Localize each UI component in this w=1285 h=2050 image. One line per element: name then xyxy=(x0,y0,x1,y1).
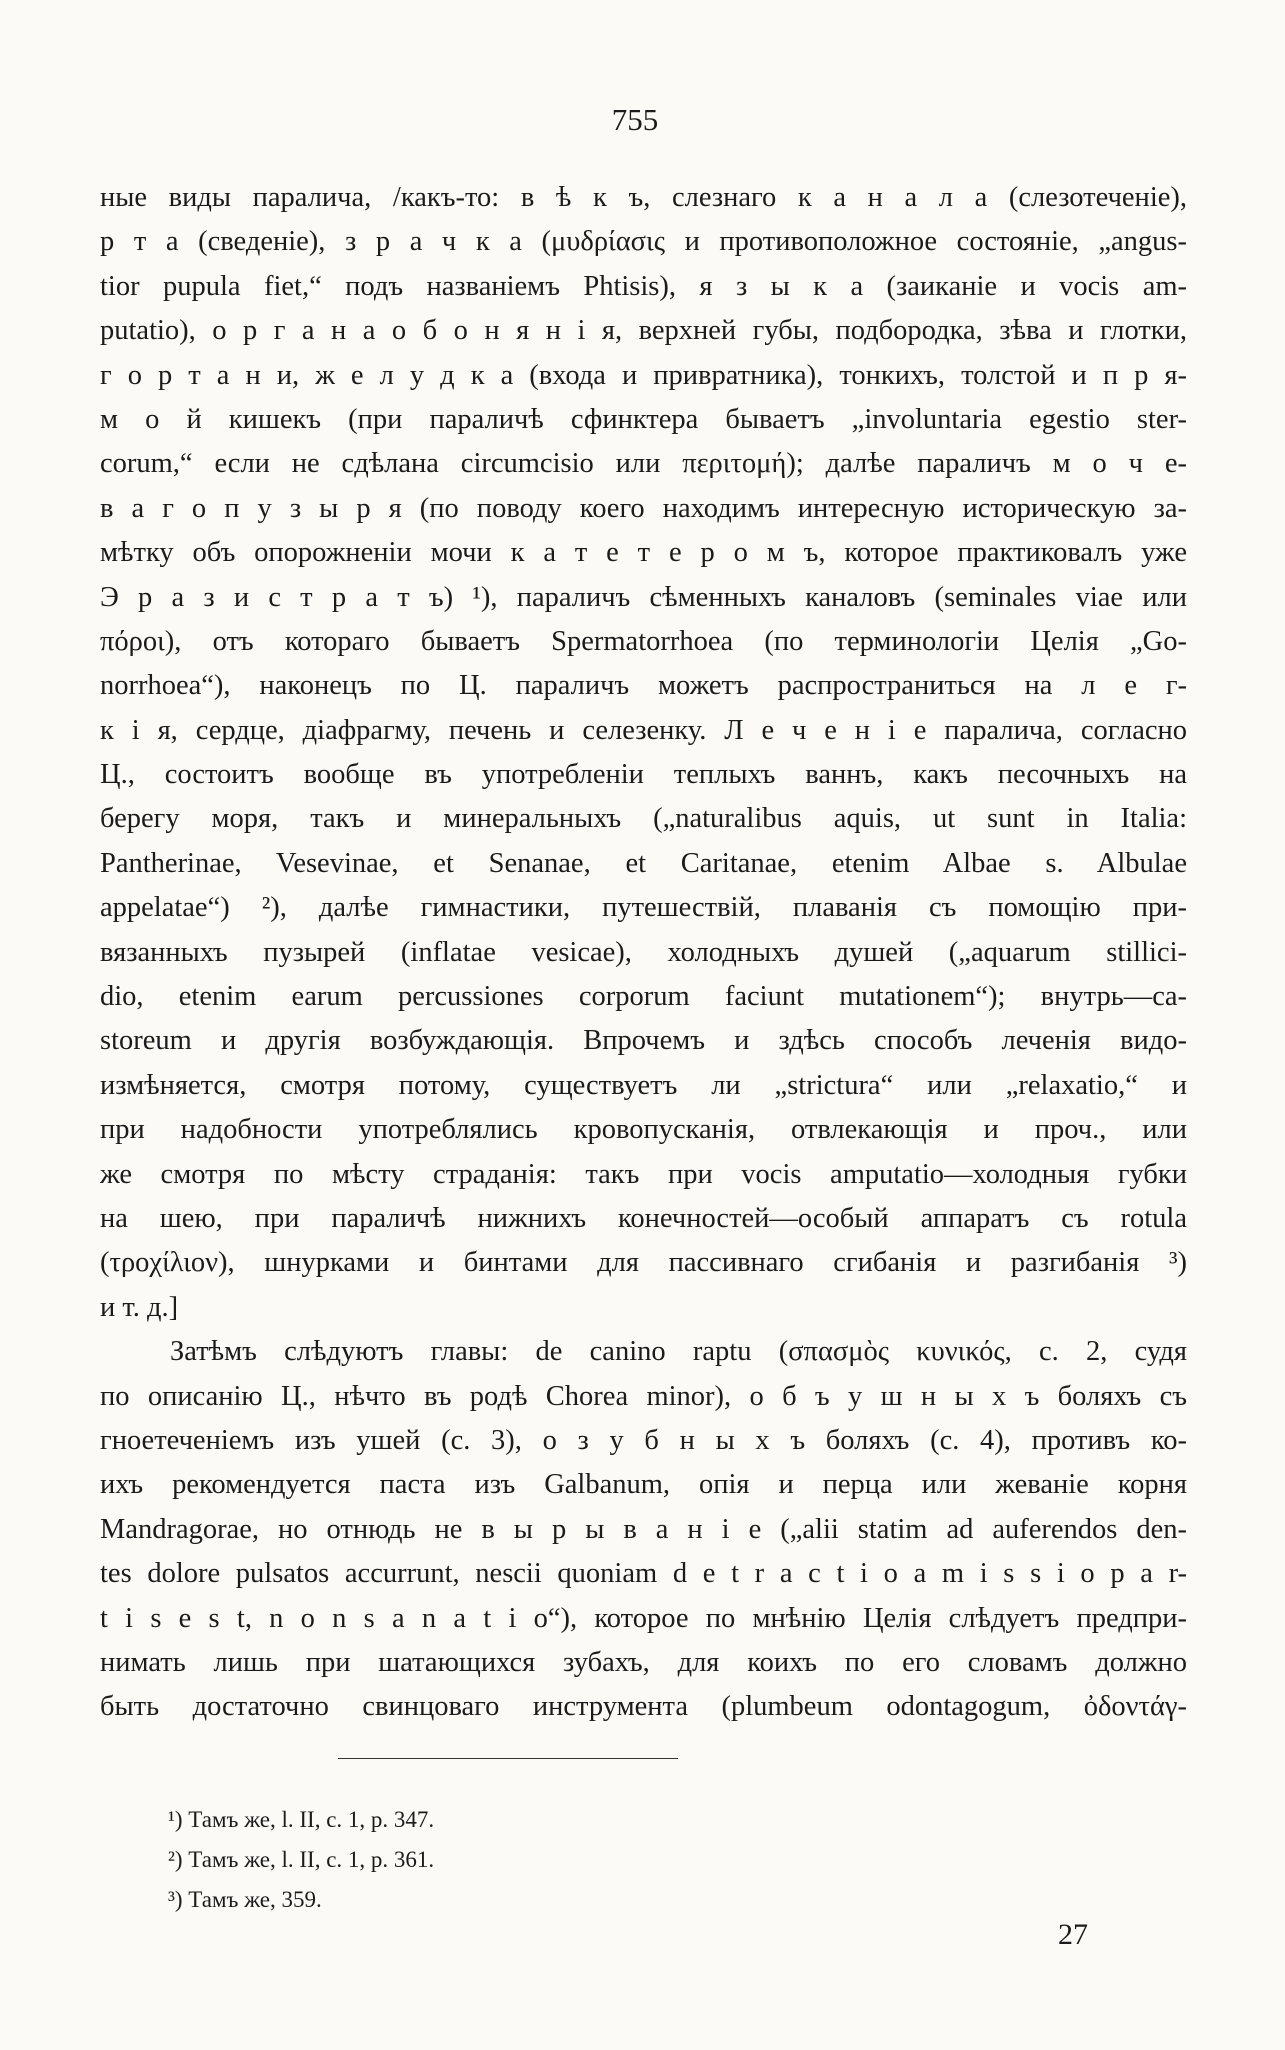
text-line: Э р а з и с т р а т ъ) ¹), параличъ сѣменныхъ каналовъ (seminales viae или xyxy=(100,581,1187,613)
text-line: при надобности употреблялись кровопусканія, отвлекающія и проч., или xyxy=(100,1114,1187,1146)
text-line: dio, etenim earum percussiones corporum faciunt mutationem“); внутрь—ca- xyxy=(100,981,1187,1013)
text-line: ихъ рекомендуется паста изъ Galbanum, опія и перца или жеваніе корня xyxy=(100,1469,1187,1501)
footnote: ³) Тамъ же, 359. xyxy=(168,1887,322,1912)
text-line: быть достаточно свинцоваго инструмента (plumbeum odontagogum, ὀδοντάγ- xyxy=(100,1691,1187,1723)
text-line: на шею, при параличѣ нижнихъ конечностей—особый аппаратъ съ rotula xyxy=(100,1202,1187,1234)
text-line: гноетеченіемъ изъ ушей (с. 3), о з у б н ы х ъ боляхъ (с. 4), противъ ко- xyxy=(100,1424,1187,1456)
text-line: corum,“ если не сдѣлана circumcisio или περιτομή); далѣе параличъ м о ч е- xyxy=(100,448,1187,480)
page-number: 755 xyxy=(611,102,659,137)
body-text xyxy=(100,176,1187,1730)
text-line: Pantherinae, Vesevinae, et Senanae, et Caritanae, etenim Albae s. Albulae xyxy=(100,847,1187,879)
text-line: вязанныхъ пузырей (inflatae vesicae), холодныхъ душей („aquarum stillici- xyxy=(100,936,1187,968)
text-line: tes dolore pulsatos accurrunt, nescii quoniam d e t r a c t i o a m i s s i o p a r- xyxy=(100,1558,1187,1590)
text-line: м о й кишекъ (при параличѣ сфинктера бываетъ „involuntaria egestio ster- xyxy=(100,403,1187,435)
footnote: ¹) Тамъ же, l. II, c. 1, p. 347. xyxy=(168,1807,435,1832)
text-line: Ц., состоитъ вообще въ употребленіи теплыхъ ваннъ, какъ песочныхъ на xyxy=(100,759,1187,791)
text-line: измѣняется, смотря потому, существуетъ ли „strictura“ или „relaxatio,“ и xyxy=(100,1069,1187,1101)
text-line: по описанію Ц., нѣчто въ родѣ Chorea minor), о б ъ у ш н ы х ъ боляхъ съ xyxy=(100,1380,1187,1412)
footnote: ²) Тамъ же, l. II, c. 1, p. 361. xyxy=(168,1847,435,1872)
text-line: и т. д.] xyxy=(100,1291,179,1323)
text-line: putatio), о р г а н а о б о н я н і я, верхней губы, подбородка, зѣва и глотки, xyxy=(100,315,1187,347)
text-line: берегу моря, такъ и минеральныхъ („naturalibus aquis, ut sunt in Italia: xyxy=(100,803,1187,835)
text-line: norrhoea“), наконецъ по Ц. параличъ можетъ распространиться на л е г- xyxy=(100,670,1187,702)
text-line: р т а (сведеніе), з р а ч к а (μυδρίασις и противоположное состояніе, „angus- xyxy=(100,226,1187,258)
text-line: Mandragorae, но отнюдь не в ы р ы в а н і е („alii statim ad auferendos den- xyxy=(100,1513,1187,1545)
footnote-divider xyxy=(338,1758,678,1759)
text-line: нимать лишь при шатающихся зубахъ, для коихъ по его словамъ должно xyxy=(100,1646,1187,1678)
text-line: мѣтку объ опорожненіи мочи к а т е т е р о м ъ, которое практиковалъ уже xyxy=(100,537,1187,569)
text-line: Затѣмъ слѣдуютъ главы: de canino raptu (σπασμὸς κυνικός, с. 2, судя xyxy=(170,1336,1187,1368)
footnotes xyxy=(168,1800,434,1920)
text-line: appelatae“) ²), далѣе гимнастики, путешествій, плаванія съ помощію при- xyxy=(100,892,1187,924)
text-line: tior pupula fiet,“ подъ названіемъ Phtisis), я з ы к а (заиканіе и vocis am- xyxy=(100,270,1187,302)
text-line: t i s e s t, n o n s a n a t i o“), которое по мнѣнію Целія слѣдуетъ предпри- xyxy=(100,1602,1187,1634)
text-line: ные виды паралича, /какъ-то: в ѣ к ъ, слезнаго к а н а л а (слезотеченіе), xyxy=(100,182,1187,213)
text-line: же смотря по мѣсту страданія: такъ при vocis amputatio—холодныя губки xyxy=(100,1158,1187,1190)
text-line: πόροι), отъ котораго бываетъ Spermatorrhoea (по терминологіи Целія „Go- xyxy=(100,625,1187,657)
text-line: (τροχίλιον), шнурками и бинтами для пассивнаго сгибанія и разгибанія ³) xyxy=(100,1247,1187,1279)
text-line: storeum и другія возбуждающія. Впрочемъ и здѣсь способъ леченія видо- xyxy=(100,1025,1187,1057)
text-line: в а г о п у з ы р я (по поводу коего находимъ интересную историческую за- xyxy=(100,492,1187,524)
text-line: г о р т а н и, ж е л у д к а (входа и привратника), тонкихъ, толстой и п р я- xyxy=(100,359,1187,391)
signature-mark: 27 xyxy=(1058,1918,1088,1951)
text-line: к і я, сердце, діафрагму, печень и селезенку. Л е ч е н і е паралича, согласно xyxy=(100,714,1187,746)
